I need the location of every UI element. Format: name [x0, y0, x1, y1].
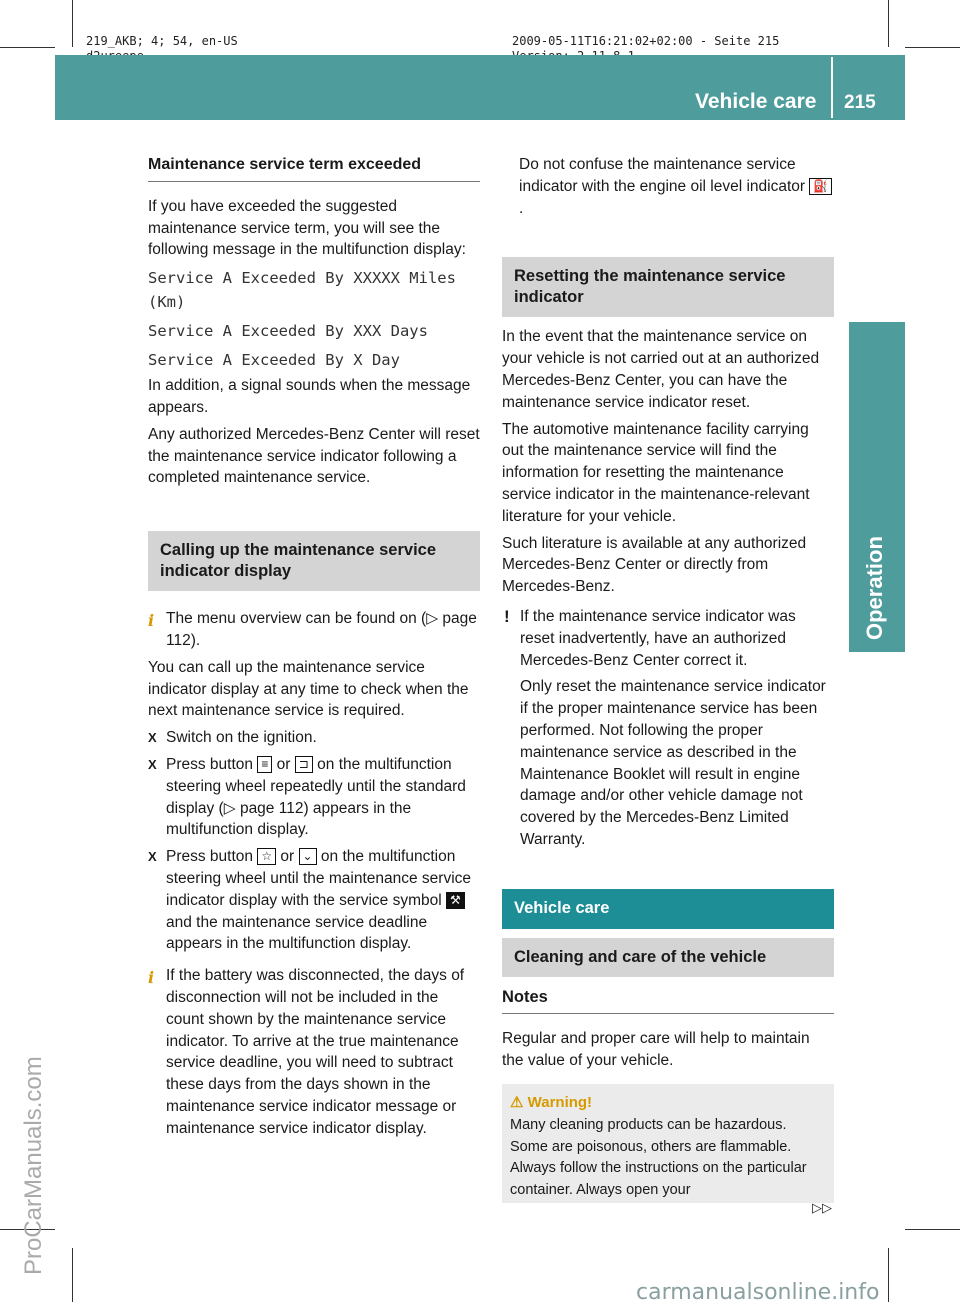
- step-arrow-icon: X: [148, 730, 157, 746]
- step-text: or: [276, 755, 291, 773]
- paragraph: In addition, a signal sounds when the message appears.: [148, 377, 471, 416]
- crop-mark: [888, 1248, 889, 1302]
- crop-mark: [72, 1248, 73, 1302]
- paragraph: If you have exceeded the suggested maintenance service term, you will see the following message in the multifunction display:: [148, 197, 466, 259]
- side-tab-label: Operation: [862, 536, 887, 640]
- step-text: on the multifunction steering wheel repeatedly until the standard display (▷ page 112) appears in the multifunction display.: [166, 755, 466, 839]
- menu-back-key-icon: ≡: [257, 756, 272, 773]
- info-icon: i: [148, 968, 155, 988]
- paragraph: Any authorized Mercedes-Benz Center will reset the maintenance service indicator following a completed maintenance service.: [148, 425, 480, 487]
- paragraph: Regular and proper care will help to maintain the value of your vehicle.: [502, 1030, 810, 1070]
- display-message: Service A Exceeded By X Day: [148, 351, 400, 370]
- meta-line: 219_AKB; 4; 54, en-US: [86, 34, 238, 48]
- crop-mark: [905, 1229, 960, 1230]
- watermark: ProCarManuals.com: [20, 1056, 47, 1275]
- chapter-heading: Vehicle care: [502, 889, 834, 929]
- crop-mark: [0, 47, 55, 48]
- warning-text: Many cleaning products can be hazardous. Some are poisonous, others are flammable. Always follow the instructions on the particular container. Always open your: [510, 1117, 807, 1198]
- oil-level-icon: ⛽: [809, 178, 832, 195]
- menu-forward-key-icon: ⊐: [295, 756, 313, 773]
- step-text: or: [280, 848, 295, 866]
- paragraph: Such literature is available at any authorized Mercedes-Benz Center or directly from Mercedes-Benz.: [502, 534, 807, 596]
- paragraph: [502, 154, 834, 219]
- info-text: The menu overview can be found on (▷ page 112).: [166, 610, 477, 649]
- step-item: [148, 846, 480, 955]
- footer-watermark: carmanualsonline.info: [636, 1280, 880, 1305]
- display-message: Service A Exceeded By XXX Days: [148, 322, 428, 341]
- service-wrench-icon: ⚒: [446, 892, 465, 909]
- warning-heading: [510, 1092, 826, 1114]
- step-item: [148, 727, 480, 749]
- section-heading-box: Resetting the maintenance service indicator: [502, 257, 834, 317]
- paragraph: You can call up the maintenance service indicator display at any time to check when the next maintenance service is required.: [148, 658, 469, 720]
- section-heading-box: Calling up the maintenance service indicator display: [148, 531, 480, 591]
- warning-title: Warning!: [527, 1093, 593, 1111]
- crop-mark: [72, 0, 73, 47]
- section-heading: Maintenance service term exceeded: [148, 154, 480, 182]
- header-separator: [831, 57, 833, 118]
- step-text: Switch on the ignition.: [166, 729, 317, 747]
- step-item: [148, 754, 480, 841]
- right-column: [502, 154, 834, 1203]
- caution-icon: !: [504, 606, 510, 626]
- crop-mark: [905, 47, 960, 48]
- step-text: on the multifunction steering wheel until the maintenance service indicator display with the service symbol: [166, 848, 472, 909]
- crop-mark: [888, 0, 889, 47]
- paragraph: Only reset the maintenance service indicator if the proper maintenance service has been performed. Not following the proper maintenance service as described in the Maintenance Booklet will result in engine damage and/or other vehicle damage not covered by the Mercedes-Benz Limited Warranty.: [520, 678, 826, 848]
- paragraph: The automotive maintenance facility carrying out the maintenance service will find the information for resetting the maintenance service indicator in the maintenance-relevant literature for your vehicle.: [502, 420, 810, 525]
- info-note: [148, 965, 480, 1139]
- section-heading-box: Cleaning and care of the vehicle: [502, 938, 834, 977]
- caution-text: If the maintenance service indicator was reset inadvertently, have an authorized Mercedes-Benz Center correct it.: [520, 607, 796, 669]
- warning-box: [502, 1084, 834, 1204]
- paragraph-text: Do not confuse the maintenance service indicator with the engine oil level indicator: [519, 156, 806, 195]
- step-arrow-icon: X: [148, 756, 157, 772]
- info-text: If the battery was disconnected, the days of disconnection will not be included in the count shown by the maintenance service indicator. To arrive at the true maintenance service deadline, you will need to subtract these days from the days shown in the maintenance service indicator message or maintenance service indicator display.: [166, 967, 465, 1137]
- continued-arrow-icon: ▷▷: [812, 1200, 832, 1215]
- paragraph-text: .: [519, 199, 524, 217]
- info-note: [148, 608, 480, 652]
- page-number: 215: [844, 92, 876, 113]
- header-section-title: Vehicle care: [695, 90, 817, 113]
- down-key-icon: ⌄: [299, 848, 317, 865]
- display-message: Service A Exceeded By XXXXX Miles (Km): [148, 269, 456, 312]
- left-column: [148, 154, 480, 1145]
- step-text: Press button: [166, 848, 254, 866]
- step-text: and the maintenance service deadline appears in the multifunction display.: [166, 913, 428, 953]
- subsection-heading: Notes: [502, 987, 834, 1015]
- info-icon: i: [148, 611, 155, 631]
- step-text: Press button: [166, 755, 254, 773]
- caution-note: [502, 606, 834, 671]
- meta-line: 2009-05-11T16:21:02+02:00 - Seite 215: [512, 34, 780, 48]
- paragraph: In the event that the maintenance service on your vehicle is not carried out at an authorized Mercedes-Benz Center, you can have the maintenance service indicator reset.: [502, 328, 820, 411]
- warning-icon: ⚠: [510, 1093, 524, 1111]
- step-arrow-icon: X: [148, 849, 157, 865]
- up-key-icon: ☆: [257, 848, 276, 865]
